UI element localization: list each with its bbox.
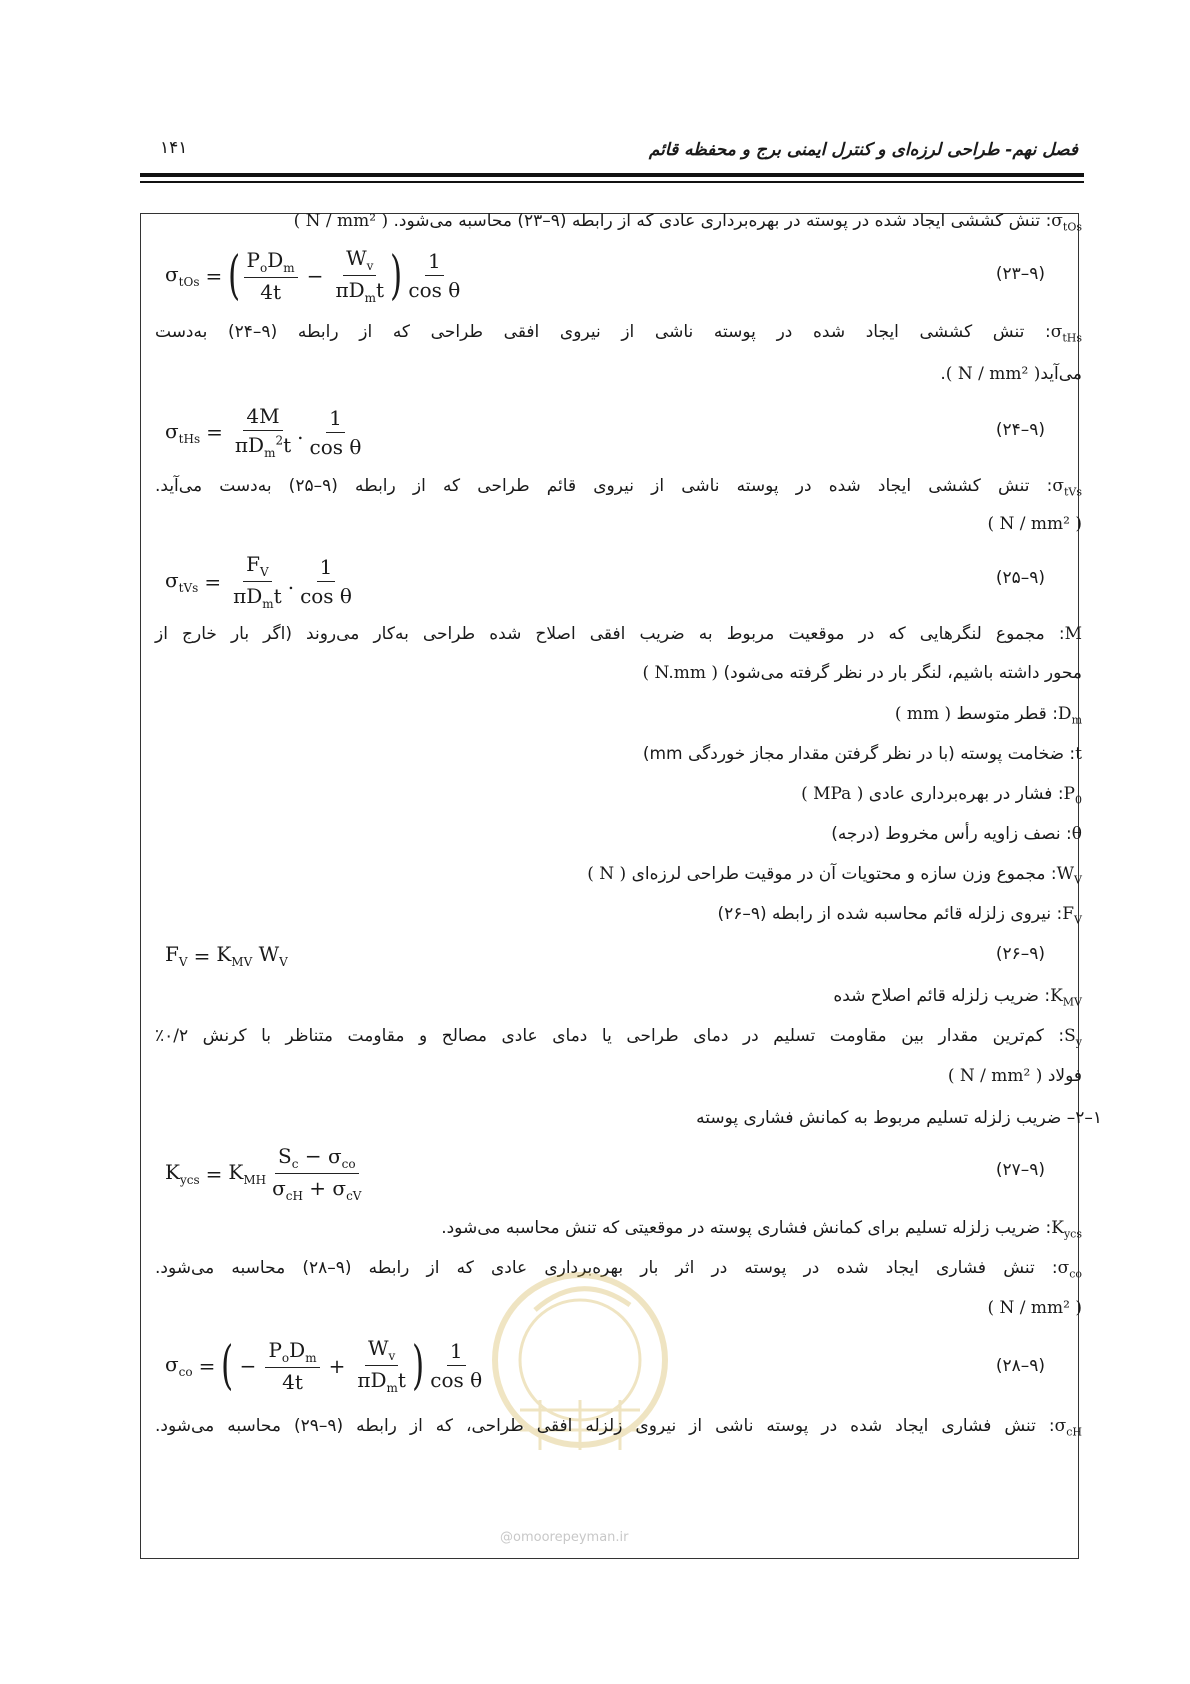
- equation-23: $\sigma_{tOs}$ = ( $\frac{P_oD_m}{4t}$ − $\frac{W_v}{\pi D_mt}$ ) $\frac{1}{\text{cos θ}}$: [165, 245, 461, 306]
- symbol-sigma-tos: $\sigma_{tOs}$: [1051, 211, 1082, 234]
- def-t: t: ضخامت پوسته (با در نظر گرفتن مقدار مجاز خوردگی mm): [642, 744, 1082, 764]
- equation-number-27: (۹–۲۷): [995, 1160, 1045, 1180]
- section-heading: ۱–۲– ضریب زلزله تسلیم مربوط به کمانش فشاری پوسته: [696, 1108, 1102, 1128]
- chapter-title: فصل نهم- طراحی لرزه‌ای و کنترل ایمنی برج و محفظه قائم: [648, 140, 1078, 160]
- equation-number-24: (۹–۲۴): [995, 420, 1045, 440]
- def-sigma-co-unit: ( N / mm² ): [987, 1298, 1082, 1318]
- def-kmv: $K_{MV}$: ضریب زلزله قائم اصلاح شده: [833, 986, 1082, 1009]
- def-sigma-tvs-unit: ( N / mm² ): [987, 514, 1082, 534]
- page-number: ۱۴۱: [160, 138, 188, 158]
- watermark-url: @omoorepeyman.ir: [500, 1530, 629, 1545]
- def-fv: $F_V$: نیروی زلزله قائم محاسبه شده از رابطه (۹–۲۶): [717, 904, 1082, 927]
- def-sy-cont: فولاد ( N / mm² ): [947, 1066, 1082, 1086]
- def-sigma-co: $\sigma_{co}$: تنش فشاری ایجاد شده در پوسته در اثر بار بهره‌برداری عادی که از رابطه (۹–۲۸) محاسبه می‌شود.: [155, 1258, 1083, 1281]
- def-p0: $P_0$: فشار در بهره‌برداری عادی ( MPa ): [801, 784, 1082, 807]
- def-sigma-ch: $\sigma_{cH}$: تنش فشاری ایجاد شده در پوسته ناشی از نیروی زلزله افقی طراحی، که از رابطه (۹–۲۹) محاسبه می‌شود.: [155, 1416, 1082, 1439]
- def-sigma-ths: $\sigma_{tHs}$: تنش کششی ایجاد شده در پوسته ناشی از نیروی افقی طراحی که از رابطه (۹–۲۴) به‌دست: [155, 322, 1083, 345]
- def-wv: $W_V$: مجموع وزن سازه و محتویات آن در موقیت طراحی لرزه‌ای ( N ): [587, 864, 1082, 887]
- def-kycs: $K_{ycs}$: ضریب زلزله تسلیم برای کمانش فشاری پوسته در موقعیتی که تنش محاسبه می‌شود.: [441, 1218, 1082, 1241]
- header-rule-thin: [140, 181, 1084, 183]
- equation-number-28: (۹–۲۸): [995, 1356, 1045, 1376]
- header-rule-thick: [140, 173, 1084, 177]
- equation-28: $\sigma_{co}$ = ( − $\frac{P_oD_m}{4t}$ + $\frac{W_v}{\pi D_mt}$ ) $\frac{1}{\text{cos θ}}$: [165, 1335, 483, 1396]
- equation-number-25: (۹–۲۵): [995, 568, 1045, 588]
- def-m: M: مجموع لنگرهایی که در موقعیت مربوط به ضریب افقی اصلاح شده طراحی به‌کار می‌روند (اگر بار خارج از: [155, 624, 1082, 644]
- equation-27: $K_{ycs}$ = $K_{MH}$ $\frac{S_c - \sigma_{co}}{\sigma_{cH} + \sigma_{cV}}$: [165, 1144, 362, 1203]
- def-sigma-tos: $\sigma_{tOs}$: تنش کششی ایجاد شده در پوسته در بهره‌برداری عادی که از رابطه (۹–۲۳) محاسبه می‌شود. ( N / mm² ): [294, 209, 1082, 239]
- def-theta: θ: نصف زاویه رأس مخروط (درجه): [831, 824, 1082, 844]
- equation-number-23: (۹–۲۳): [995, 264, 1045, 284]
- def-sigma-tvs: $\sigma_{tVs}$: تنش کششی ایجاد شده در پوسته ناشی از نیروی قائم طراحی که از رابطه (۹–۲۵) به‌دست می‌آید.: [155, 476, 1082, 499]
- equation-25: $\sigma_{tVs}$ = $\frac{F_V}{\pi D_mt}$ . $\frac{1}{\text{cos θ}}$: [165, 552, 352, 611]
- def-dm: $D_m$: قطر متوسط ( mm ): [894, 704, 1082, 727]
- equation-26: $F_V$ = $K_{MV}$ $W_V$: [165, 942, 288, 969]
- watermark-logo: [480, 1250, 680, 1480]
- def-sy: $S_y$: کم‌ترین مقدار بین مقاومت تسلیم در دمای طراحی یا دمای عادی مصالح و مقاومت متناظر با کرنش ۰/۲٪: [155, 1026, 1082, 1049]
- def-sigma-ths-cont: می‌آید( N / mm² ).: [940, 364, 1082, 384]
- equation-number-26: (۹–۲۶): [995, 944, 1045, 964]
- def-m-cont: محور داشته باشیم، لنگر بار در نظر گرفته می‌شود) ( N.mm ): [642, 663, 1082, 683]
- equation-24: $\sigma_{tHs}$ = $\frac{4M}{\pi D_m^2t}$ . $\frac{1}{\text{cos θ}}$: [165, 404, 362, 460]
